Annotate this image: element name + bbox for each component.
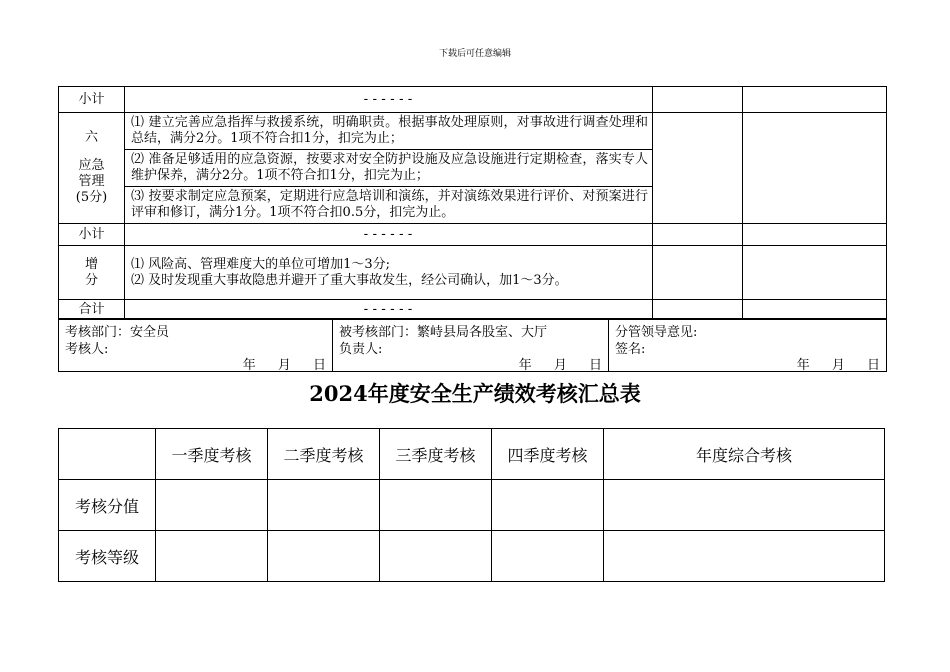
signature-label: 签名:: [615, 342, 646, 357]
subtotal-label: 小计: [59, 87, 125, 113]
responsible-label: 负责人:: [339, 342, 383, 357]
input-cell[interactable]: [492, 531, 604, 582]
sign-date: 年 月 日: [242, 358, 326, 373]
signature-row: [59, 319, 887, 372]
summary-table: [58, 428, 885, 582]
input-cell[interactable]: [380, 480, 492, 531]
table-row: [59, 224, 887, 246]
bonus-items: [125, 246, 653, 300]
subtotal-dash: ------: [125, 87, 653, 113]
header-note: 下载后可任意编辑: [438, 49, 511, 59]
summary-row-grade: [59, 531, 885, 582]
header-q4: 四季度考核: [492, 429, 604, 480]
signature-cell-assessor: [59, 319, 333, 372]
bonus-label: [59, 246, 125, 300]
subtotal-label: 小计: [59, 224, 125, 246]
table-row: [59, 87, 887, 113]
criterion-item: ⑶ 按要求制定应急预案，定期进行应急培训和演练，并对演练效果进行评价、对预案进行评审和修订，满分1分。1项不符合扣0.5分，扣完为止。: [125, 187, 653, 224]
assessor-label: 考核人:: [65, 342, 109, 357]
bonus-label-line2: 分: [84, 272, 98, 288]
empty-cell: [743, 224, 887, 246]
signature-table: [58, 318, 887, 372]
total-dash: ------: [125, 300, 653, 320]
header-q3: 三季度考核: [380, 429, 492, 480]
empty-cell: [653, 224, 743, 246]
empty-cell: [653, 246, 743, 300]
input-cell[interactable]: [380, 531, 492, 582]
input-cell[interactable]: [156, 480, 268, 531]
assessment-table: [58, 86, 887, 320]
criterion-item: ⑵ 准备足够适用的应急资源，按要求对安全防护设施及应急设施进行定期检查，落实专人维护保养，满分2分。1项不符合扣1分，扣完为止；: [125, 150, 653, 187]
header-annual: 年度综合考核: [604, 429, 885, 480]
empty-cell: [743, 87, 887, 113]
section-number: 六: [84, 130, 98, 145]
header-q1: 一季度考核: [156, 429, 268, 480]
section-name-line2: 管理: [78, 174, 105, 189]
input-cell[interactable]: [268, 480, 380, 531]
table-row: [59, 113, 887, 150]
assessing-dept: 考核部门：安全员: [65, 325, 170, 340]
sign-date: 年 月 日: [796, 358, 880, 373]
empty-cell: [653, 113, 743, 224]
empty-cell: [743, 246, 887, 300]
row-label: 考核等级: [59, 531, 156, 582]
section-label: [59, 113, 125, 224]
table-row: [59, 300, 887, 320]
bonus-item: ⑴ 风险高、管理难度大的单位可增加1～3分;: [131, 256, 391, 272]
signature-cell-assessed: [333, 319, 609, 372]
empty-cell: [653, 87, 743, 113]
header-cell-empty: [59, 429, 156, 480]
input-cell[interactable]: [268, 531, 380, 582]
bonus-label-line1: 增: [84, 256, 98, 272]
total-label: 合计: [59, 300, 125, 320]
subtotal-dash: ------: [125, 224, 653, 246]
section-score: (5分): [75, 190, 108, 205]
input-cell[interactable]: [604, 531, 885, 582]
summary-title: 2024年度安全生产绩效考核汇总表: [309, 381, 641, 406]
empty-cell: [743, 300, 887, 320]
input-cell[interactable]: [156, 531, 268, 582]
sign-date: 年 月 日: [518, 358, 602, 373]
signature-cell-leader: [609, 319, 887, 372]
input-cell[interactable]: [492, 480, 604, 531]
assessed-dept: 被考核部门：繁峙县局各股室、大厅: [339, 325, 548, 340]
bonus-item: ⑵ 及时发现重大事故隐患并避开了重大事故发生，经公司确认，加1～3分。: [131, 272, 568, 288]
header-q2: 二季度考核: [268, 429, 380, 480]
table-row: [59, 246, 887, 300]
input-cell[interactable]: [604, 480, 885, 531]
empty-cell: [653, 300, 743, 320]
empty-cell: [743, 113, 887, 224]
leader-opinion-label: 分管领导意见:: [615, 325, 698, 340]
summary-row-score: [59, 480, 885, 531]
section-name-line1: 应急: [78, 158, 105, 173]
criterion-item: ⑴ 建立完善应急指挥与救援系统，明确职责。根据事故处理原则，对事故进行调查处理和总结，满分2分。1项不符合扣1分，扣完为止；: [125, 113, 653, 150]
summary-header-row: [59, 429, 885, 480]
row-label: 考核分值: [59, 480, 156, 531]
